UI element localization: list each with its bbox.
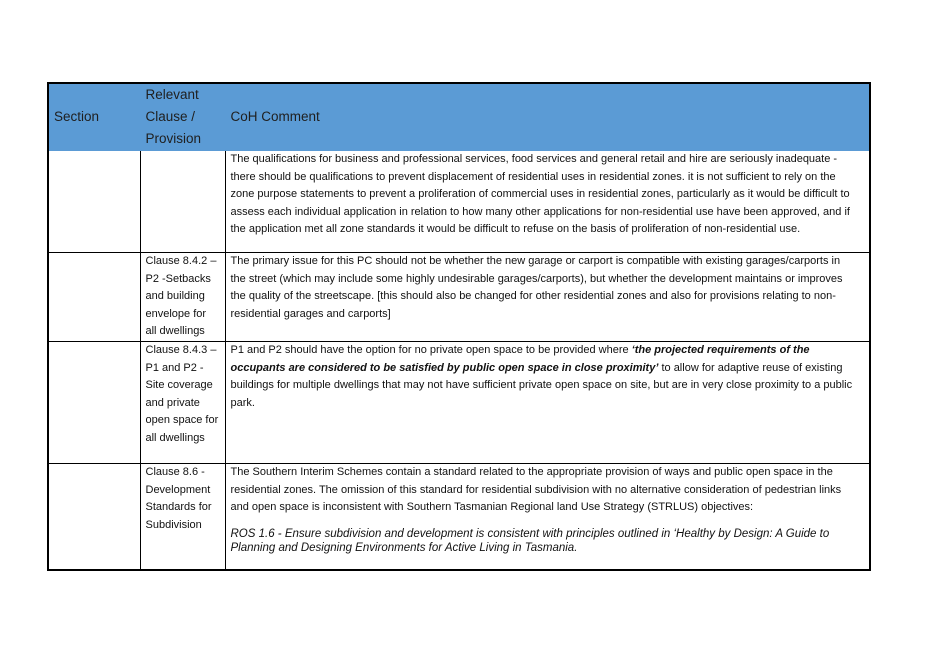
row-section: [48, 463, 140, 570]
comment-quote: ‘the projected requirements of the occupants are considered to be satisfied by public open space in close proximity’: [230, 343, 810, 374]
row-section: [48, 151, 140, 253]
comment-text-cont: to allow for adaptive reuse of existing buildings for multiple dwellings that may not have sufficient private open space on site, but are in very close proximity to a public park.: [230, 361, 853, 409]
comment-text: The Southern Interim Schemes contain a standard related to the appropriate provision of ways and public open space in the residential zones. The omission of this standard for residential subdivision with no alternative consideration of pedestrian links and open space is inconsistent with Southern Tasmanian Regional land Use Strategy (STRLUS) objectives:: [230, 465, 842, 514]
row-comment: The primary issue for this PC should not be whether the new garage or carport is compatible with existing garages/carports in the street (which may include some highly undesirable garages/carports), but whether the development maintains or improves the quality of the streetscape. [this should also be changed for other residential zones and also for provisions relating to non-residential garages and carports]: [225, 253, 870, 342]
header-comment: CoH Comment: [225, 83, 870, 151]
header-clause-line-3: Provision: [145, 131, 202, 146]
row-comment: [225, 463, 870, 570]
header-clause-line-1: Relevant: [145, 87, 199, 102]
row-clause: Clause 8.4.3 – P1 and P2 - Site coverage and private open space for all dwellings: [140, 341, 225, 463]
header-clause: [140, 83, 225, 151]
table-row: [48, 253, 870, 342]
row-section: [48, 253, 140, 342]
row-clause: Clause 8.4.2 – P2 -Setbacks and building envelope for all dwellings: [140, 253, 225, 342]
row-clause: [140, 151, 225, 253]
table-row: [48, 463, 870, 570]
row-clause: Clause 8.6 - Development Standards for Subdivision: [140, 463, 225, 570]
comment-text: P1 and P2 should have the option for no private open space to be provided where: [230, 343, 632, 356]
row-comment: [225, 341, 870, 463]
table-row: [48, 341, 870, 463]
comments-table: [47, 82, 871, 571]
row-comment: The qualifications for business and professional services, food services and general retail and hire are seriously inadequate - there should be qualifications to prevent displacement of residential uses in residential zones. it is not sufficient to rely on the zone purpose statements to prevent a proliferation of commercial uses in residential zones, particularly as it would be difficult to assess each individual application in relation to how many other applications for non-residential use have been approved, and if the application met all zone standards it would be difficult to refuse on the basis of proliferation of non-residential use.: [225, 151, 870, 253]
table-row: [48, 151, 870, 253]
header-section: Section: [48, 83, 140, 151]
header-row: [48, 83, 870, 151]
comments-table-container: [47, 82, 869, 571]
row-section: [48, 341, 140, 463]
header-clause-line-2: Clause /: [145, 109, 196, 124]
comment-quote: ROS 1.6 - Ensure subdivision and development is consistent with principles outlined in ‘Healthy by Design: A Guide to Planning and Designing Environments for Active Living in Tasmania.: [230, 527, 830, 554]
